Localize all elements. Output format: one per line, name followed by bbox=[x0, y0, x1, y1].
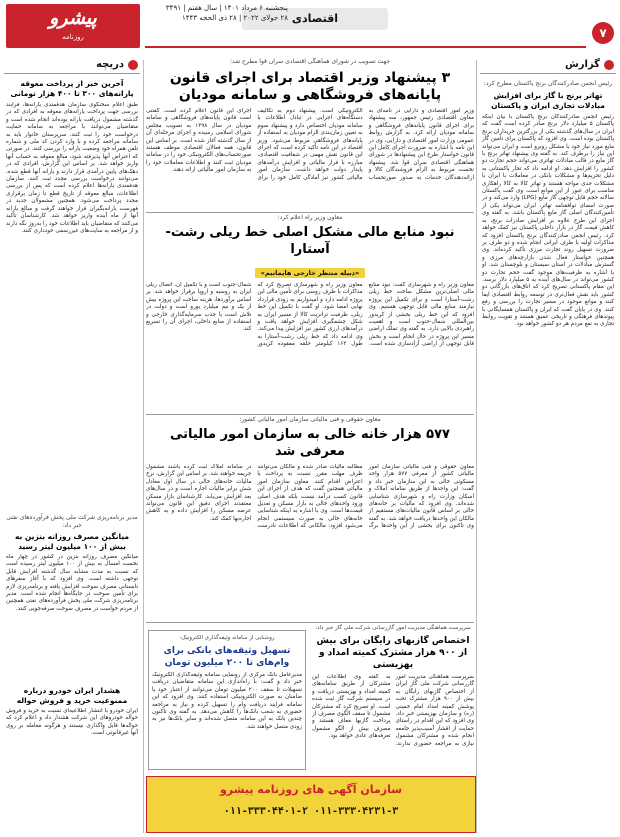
newspaper-logo bbox=[6, 4, 140, 48]
advertising-box bbox=[146, 776, 476, 833]
lead-title: ۳ پیشنهاد وزیر اقتصاد برای اجرای قانون پایانه‌های فروشگاهی و سامانه مودیان bbox=[169, 70, 451, 103]
bullet-icon bbox=[128, 60, 138, 70]
article-title: آخرین خبر از پرداخت معوقه یارانه‌های ۳۰۰ تا ۴۰۰ هزار تومانی bbox=[10, 79, 134, 98]
column-divider bbox=[143, 60, 144, 833]
article-body: رئیس انجمن صادرکنندگان برنج پاکستان با بیان اینکه پاکستان ۵ میلیارد دلار برنج صادر کرده است گفت که ایران در سال‌های گذشته یکی از بزرگترین خریداران برنج پاکستان بوده است. وی افزود که پاکستان برای تأمین گاز مایع مورد نیاز خود با مشکل روبرو است و ایران می‌تواند این نیاز را برطرف کند. به گفته وی پیشنهاد تهاتر برنج با گاز مایع در قالب مبادلات تهاتری می‌تواند حجم تجارت دو کشور را افزایش دهد. او ادامه داد که تجار پاکستانی به دلیل تحریم‌ها و مشکلات بانکی در معاملات با ایران با مشکلات جدی مواجه هستند و تهاتر کالا به کالا راهکاری مناسب برای عبور از این موانع است. وی گفت پاکستان سالانه حجم قابل توجهی گاز مایع (LPG) وارد می‌کند و در صورت امضای توافقنامه تهاتر، ایران می‌تواند یکی از تأمین‌کنندگان اصلی گاز مایع پاکستان باشد. به گفته وی اجرای این طرح علاوه بر افزایش صادرات برنج، به کاهش قیمت گاز در بازار داخلی پاکستان نیز کمک خواهد کرد. رئیس انجمن صادرکنندگان برنج پاکستان افزود که مذاکرات اولیه با طرف ایرانی انجام شده و دو طرف بر ضرورت تسهیل روند تجارت مرزی تأکید کرده‌اند. وی همچنین خواستار فعال شدن بازارچه‌های مرزی و گسترش مبادلات در استان سیستان و بلوچستان شد. او با اشاره به ظرفیت‌های موجود گفت حجم تجارت دو کشور می‌تواند در سال‌های آینده به ۵ میلیارد دلار برسد. این مقام پاکستانی تصریح کرد که اتاق‌های بازرگانی دو کشور باید نقش فعال‌تری در توسعه روابط اقتصادی ایفا کنند و موانع موجود در مسیر تجارت را بررسی و رفع کنند. وی در پایان گفت که ایران و پاکستان همسایگانی با پیوندهای فرهنگی و تاریخی عمیق هستند و تقویت روابط تجاری به نفع مردم هر دو کشور خواهد بود. bbox=[482, 114, 614, 328]
article-title: میانگین مصرف روزانه بنزین به بیش از ۱۰۰ میلیون لیتر رسید bbox=[14, 532, 130, 551]
ad-title: سازمان آگهی های روزنامه پیشرو bbox=[219, 783, 403, 796]
story-body: مدیرعامل بانک مرکزی از رونمایی سامانه وثیقه‌گذاری الکترونیک خبر داد و گفت: با راه‌اندازی این سامانه متقاضیان دریافت تسهیلات تا سقف ۲۰۰ میلیون تومان می‌توانند از اعتبار خود یا ضامنان به صورت الکترونیکی استفاده کنند. وی افزود که این سامانه فرایند دریافت وام را تسهیل کرده و نیاز به مراجعه حضوری به شعب بانک‌ها را کاهش می‌دهد. به گفته وی تاکنون چندین بانک به این سامانه متصل شده‌اند و سایر بانک‌ها نیز به زودی متصل خواهند شد. bbox=[152, 672, 302, 730]
story-body: معاون وزیر راه و شهرسازی گفت: نبود منابع مالی اصلی‌ترین مشکل ساخت خط ریلی رشت-آستارا است و برای تکمیل این پروژه نیازمند منابع مالی قابل توجهی هستیم. وی افزود که این خط ریلی بخشی از کریدور بین‌المللی شمال-جنوب است و اهمیت راهبردی بالایی دارد. به گفته وی تملک اراضی مسیر این پروژه در حال انجام است و بخش قابل توجهی از اراضی آزادسازی شده است. معاون وزیر راه و شهرسازی تصریح کرد که مذاکرات با طرف روسی برای تأمین مالی این پروژه ادامه دارد و امیدواریم به زودی قرارداد نهایی امضا شود. او گفت با تکمیل این خط ریلی، ظرفیت ترانزیت کالا از مسیر ایران به شکل چشمگیری افزایش خواهد یافت و درآمدهای ارزی کشور نیز افزایش پیدا می‌کند. وی ادامه داد که خط ریلی رشت-آستارا به طول ۱۶۲ کیلومتر حلقه مفقوده کریدور شمال-جنوب است و با تکمیل آن، اتصال ریلی ایران به روسیه و اروپا برقرار خواهد شد. بر اساس برآوردها، هزینه ساخت این پروژه بیش از یک و نیم میلیارد یورو است و دولت در تلاش است با جذب سرمایه‌گذاری خارجی و استفاده از منابع داخلی، اجرای آن را تسریع کند. bbox=[146, 282, 474, 348]
story-body: سرپرست هماهنگی مدیریت امور گازرسانی شرکت ملی گاز ایران از اختصاص گازبهای رایگان به بیش از ۹۰۰ هزار مشترک تحت پوشش کمیته امداد امام خمینی (ره) و سازمان بهزیستی خبر داد. وی افزود که این اقدام در راستای حمایت از اقشار آسیب‌پذیر جامعه انجام شده و مشترکان مشمول نیازی به مراجعه حضوری ندارند. به گفته وی اطلاعات این مشترکان از طریق سامانه‌های کمیته امداد و بهزیستی دریافت و در سیستم شرکت گاز ثبت شده است. او تصریح کرد که مشترکان مشمول تا سقف الگوی مصرف از پرداخت گازبها معاف هستند و مصرف بیش از الگو مشمول تعرفه‌های عادی خواهد بود. bbox=[312, 674, 474, 747]
article-kicker: رئیس انجمن صادرکنندگان برنج پاکستان مطرح کرد: bbox=[483, 80, 613, 87]
section-divider bbox=[146, 212, 474, 213]
main-area bbox=[146, 58, 474, 200]
story-badge-wrap bbox=[146, 260, 474, 279]
ad-phones: ۰۱۱-۳۳۳۰۴۴۰۱-۲ ۰۱۱-۳۳۳۰۴۲۳۱-۳ bbox=[223, 806, 399, 817]
story-title: اختصاص گازبهای رایگان برای بیش از ۹۰۰ هزار مشترک کمیته امداد و بهزیستی bbox=[316, 636, 470, 670]
article-kicker: مدیر برنامه‌ریزی شرکت ملی پخش فرآورده‌های نفتی خبر داد: bbox=[6, 514, 138, 529]
story-gas bbox=[312, 624, 474, 782]
header-rule bbox=[145, 46, 586, 48]
date-line: ۲۸ جولای ۲۰۲۲ | ۲۸ ذی الحجه ۱۴۴۳ bbox=[182, 14, 288, 22]
section-divider bbox=[146, 414, 474, 415]
article-body: میانگین مصرف روزانه بنزین در کشور در چهار ماه نخست امسال به بیش از ۱۰۰ میلیون لیتر رسیده است که نسبت به مدت مشابه سال گذشته افزایش قابل توجهی داشته است. وی افزود که با آغاز سفرهای تابستانی مصرف سوخت افزایش یافته و برنامه‌ریزی لازم برای تأمین سوخت در جایگاه‌ها انجام شده است. مدیر برنامه‌ریزی شرکت ملی پخش فرآورده‌های نفتی همچنین از مردم خواست در مصرف سوخت صرفه‌جویی کنند. bbox=[6, 554, 138, 612]
story-tax bbox=[146, 416, 474, 640]
page-header bbox=[0, 0, 620, 56]
story-title: ۵۷۷ هزار خانه خالی به سازمان امور مالیاتی معرفی شد bbox=[170, 427, 450, 459]
story-badge: «دبیله منتظر خارجی هایمانیم» bbox=[255, 268, 365, 278]
bullet-icon bbox=[604, 60, 614, 70]
story-title: نبود منابع مالی مشکل اصلی خط ریلی رشت-آستارا bbox=[165, 225, 455, 257]
lead-body: وزیر امور اقتصادی و دارایی در نامه‌ای به معاون اقتصادی رئیس جمهور، سه پیشنهاد برای اجرای قانون پایانه‌های فروشگاهی و سامانه مودیان ارائه کرد. به گزارش روابط عمومی وزارت امور اقتصادی و دارایی، وی در این نامه با اشاره به ضرورت اجرای کامل این قانون خواستار طرح این پیشنهادها در شورای هماهنگی اقتصادی سران قوا شد. پیشنهاد نخست مربوط به الزام فروشندگان کالا و ارائه‌دهندگان خدمات به صدور صورتحساب الکترونیکی است. پیشنهاد دوم به تکالیف دستگاه‌های اجرایی در تبادل اطلاعات با سامانه مودیان اختصاص دارد و پیشنهاد سوم به تعیین زمان‌بندی الزام مودیان به استفاده از پایانه‌های فروشگاهی مربوط می‌شود. وزیر اقتصاد در این نامه تأکید کرده است که اجرای این قانون نقش مهمی در شفافیت اقتصادی، مبارزه با فرار مالیاتی و افزایش درآمدهای پایدار دولت خواهد داشت. سازمان امور مالیاتی کشور نیز آمادگی کامل خود را برای اجرای این قانون اعلام کرده است. گفتنی است قانون پایانه‌های فروشگاهی و سامانه مودیان در سال ۱۳۹۸ به تصویب مجلس شورای اسلامی رسیده و اجرای مرحله‌ای آن از سال گذشته آغاز شده است. بر اساس این قانون، همه فعالان اقتصادی موظف هستند صورتحساب‌های الکترونیکی خود را در سامانه مودیان ثبت کنند و اطلاعات معاملات خود را به سازمان امور مالیاتی ارائه دهند. bbox=[146, 108, 474, 181]
right-column bbox=[480, 56, 616, 837]
column-heading: دریچه bbox=[4, 56, 140, 74]
story-kicker: معاون وزیر راه اعلام کرد: bbox=[277, 214, 343, 221]
date-line: پنجشنبه ۶ مرداد ۱۴۰۱ | سال هفتم | ۳۴۹۱ bbox=[165, 4, 288, 12]
story-title: تسهیل وثیقه‌های بانکی برای وام‌های تا ۲۰۰ میلیون تومان bbox=[163, 646, 291, 668]
story-rail bbox=[146, 214, 474, 432]
story-body: معاون حقوقی و فنی مالیاتی سازمان امور مالیاتی کشور از معرفی ۵۷۷ هزار واحد مسکونی خالی به این سازمان خبر داد و گفت: این واحدها از طریق سامانه املاک و اسکان وزارت راه و شهرسازی شناسایی شده‌اند. وی افزود که مالیات بر خانه‌های خالی بر اساس قانون مالیات‌های مستقیم از مالکان این واحدها دریافت خواهد شد. به گفته وی تاکنون برای بخشی از این واحدها برگ مطالبه مالیات صادر شده و مالکان می‌توانند ظرف مهلت مقرر نسبت به پرداخت یا اعتراض اقدام کنند. معاون سازمان امور مالیاتی همچنین گفت که هدف از اجرای این قانون کسب درآمد نیست بلکه هدف اصلی ورود واحدهای خالی به بازار مسکن و تعدیل قیمت‌ها است. وی با اشاره به اینکه شناسایی خانه‌های خالی به صورت سیستمی انجام می‌شود افزود: مالکانی که اطلاعات نادرست در سامانه املاک ثبت کرده باشند مشمول جریمه خواهند شد. بر اساس این گزارش، نرخ مالیات خانه‌های خالی در سال اول معادل شش برابر مالیات اجاره است و در سال‌های بعد افزایش می‌یابد. کارشناسان بازار مسکن معتقدند اجرای دقیق این قانون می‌تواند عرضه مسکن را افزایش داده و به کاهش اجاره‌بها کمک کند. bbox=[146, 464, 474, 530]
column-divider bbox=[476, 60, 477, 833]
logo-subtitle: روزنامه bbox=[62, 33, 84, 41]
page-number: ۷ bbox=[592, 22, 614, 44]
story-loan bbox=[148, 630, 306, 770]
story-kicker: سرپرست هماهنگی مدیریت امور گازرسانی شرکت ملی گاز خبر داد: bbox=[315, 625, 471, 631]
article-body: ایران خودرو با انتشار اطلاعیه‌ای نسبت به خرید و فروش حواله خودروهای این شرکت هشدار داد و اعلام کرد که حواله‌ها قابل واگذاری نیستند و هرگونه معامله بر روی آنها غیرقانونی است. bbox=[6, 708, 138, 737]
lead-kicker: جهت تصویب در شورای هماهنگی اقتصادی سران قوا مطرح شد: bbox=[229, 58, 391, 65]
article-title: هشدار ایران خودرو درباره ممنوعیت خرید و فروش حواله bbox=[16, 686, 128, 705]
section-title: اقتصادی bbox=[242, 8, 388, 30]
story-kicker: معاون حقوقی و فنی مالیاتی سازمان امور مالیاتی کشور: bbox=[239, 416, 381, 423]
logo-name: پیشرو bbox=[49, 7, 97, 29]
article-body: طبق اعلام سخنگوی سازمان هدفمندی یارانه‌ها، فرایند بررسی جهت پرداخت یارانه‌های معوقه به افرادی که در گذشته مشمول دریافت یارانه بوده‌اند انجام شده است و متقاضیان می‌توانند با مراجعه به سامانه حمایت درخواست خود را ثبت کنند. سرپرستان خانوار باید به سامانه مراجعه کرده و با وارد کردن کد ملی و شماره تلفن همراه خود وضعیت یارانه را بررسی کنند. در صورتی که اعتراض آنها پذیرفته شود، مبالغ معوقه به حساب آنها واریز خواهد شد. بر اساس این گزارش، افرادی که در دهک‌های پایین درآمدی قرار دارند و یارانه آنها قطع شده، می‌توانند درخواست بررسی مجدد ثبت کنند. سازمان هدفمندی یارانه‌ها اعلام کرده است که پس از بررسی اطلاعات، مبالغ معوقه از تاریخ قطع تا زمان برقراری مجدد پرداخت می‌شود. همچنین مشمولان جدید در فهرست یارانه‌بگیران قرار خواهند گرفت و مبالغ یارانه آنها از ماه آینده واریز خواهد شد. کارشناسان تأکید می‌کنند که متقاضیان باید اطلاعات خود را به‌روز نگه دارند و از مراجعه به سایت‌های غیررسمی خودداری کنند. bbox=[6, 102, 138, 234]
story-kicker: روشنایی از سامانه وثیقه‌گذاری الکترونیک: bbox=[179, 635, 275, 641]
column-heading: گزارش bbox=[480, 56, 616, 74]
section-divider bbox=[146, 622, 474, 623]
article-title: تهاتر برنج با گاز برای افزایش مبادلات تجاری ایران و پاکستان bbox=[491, 91, 605, 110]
left-column bbox=[4, 56, 140, 837]
